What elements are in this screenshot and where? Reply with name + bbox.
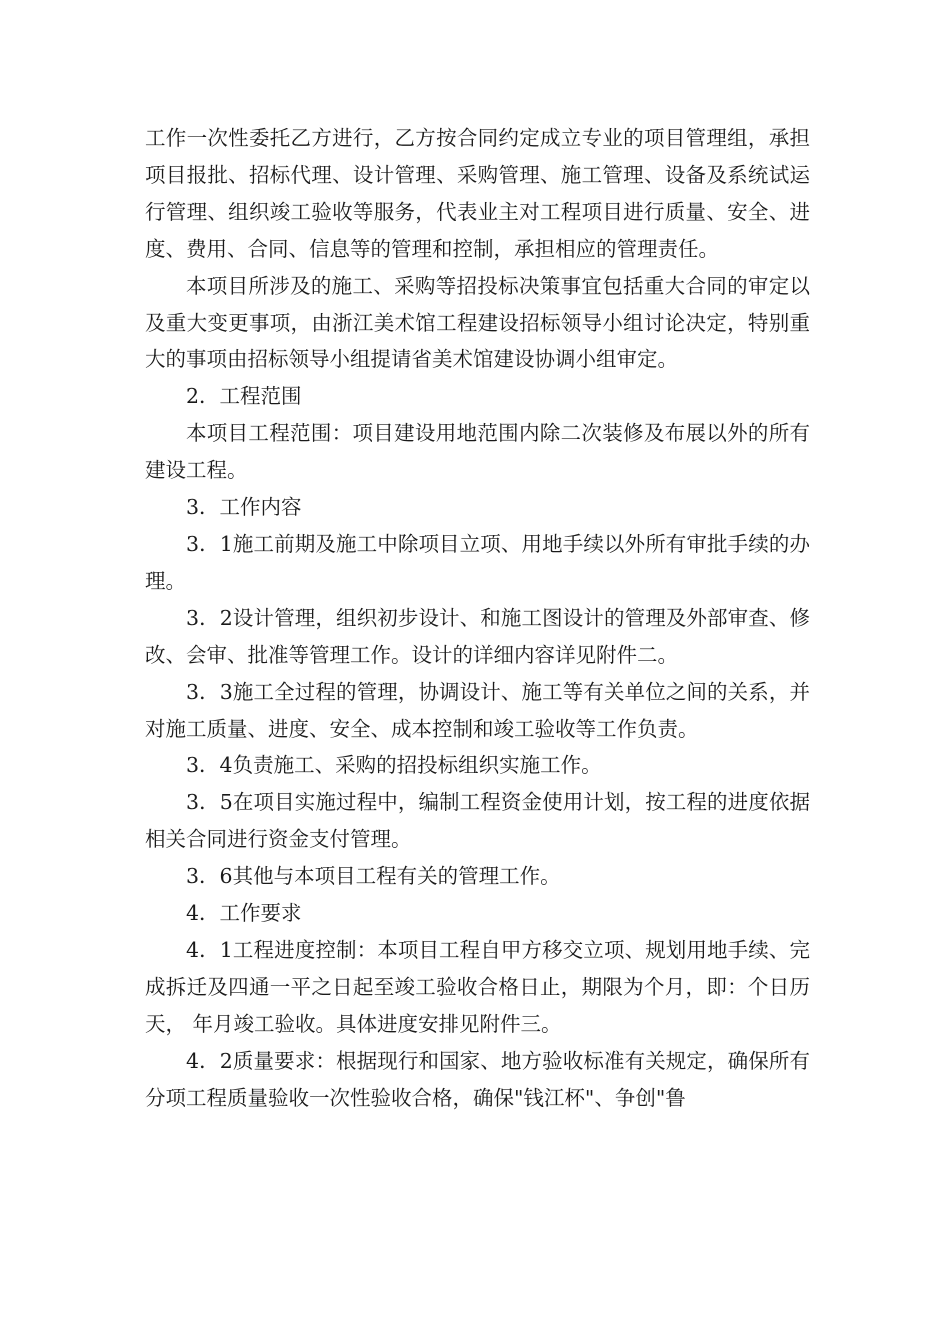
heading-work-requirements: 4．工作要求 [186, 901, 302, 926]
paragraph-item-3-3: 3．3施工全过程的管理，协调设计、施工等有关单位之间的关系，并对施工质量、进度、安全、成本控制和竣工验收等工作负责。 [145, 679, 810, 741]
paragraph-bidding-decisions: 本项目所涉及的施工、采购等招投标决策事宜包括重大合同的审定以及重大变更事项，由浙江美术馆工程建设招标领导小组讨论决定，特别重大的事项由招标领导小组提请省美术馆建设协调小组审定。 [145, 273, 810, 372]
paragraph-item-3-4: 3．4负责施工、采购的招投标组织实施工作。 [186, 753, 602, 778]
document-body [145, 120, 810, 1116]
paragraph-item-4-2: 4．2质量要求：根据现行和国家、地方验收标准有关规定，确保所有分项工程质量验收一次性验收合格，确保"钱江杯"、争创"鲁 [145, 1048, 810, 1110]
heading-work-content: 3．工作内容 [186, 495, 302, 520]
paragraph-item-3-5: 3．5在项目实施过程中，编制工程资金使用计划，按工程的进度依据相关合同进行资金支付管理。 [145, 790, 810, 852]
paragraph-scope-of-entrustment: 工作一次性委托乙方进行，乙方按合同约定成立专业的项目管理组，承担项目报批、招标代理、设计管理、采购管理、施工管理、设备及系统试运行管理、组织竣工验收等服务，代表业主对工程项目进行质量、安全、进度、费用、合同、信息等的管理和控制，承担相应的管理责任。 [145, 126, 810, 261]
paragraph-item-3-6: 3．6其他与本项目工程有关的管理工作。 [186, 864, 561, 889]
paragraph-item-3-1: 3．1施工前期及施工中除项目立项、用地手续以外所有审批手续的办理。 [145, 531, 810, 593]
paragraph-item-3-2: 3．2设计管理，组织初步设计、和施工图设计的管理及外部审查、修改、会审、批准等管理工作。设计的详细内容详见附件二。 [145, 605, 810, 667]
heading-project-scope: 2．工程范围 [186, 384, 302, 409]
paragraph-project-scope: 本项目工程范围：项目建设用地范围内除二次装修及布展以外的所有建设工程。 [145, 421, 810, 483]
paragraph-item-4-1: 4．1工程进度控制：本项目工程自甲方移交立项、规划用地手续、完成拆迁及四通一平之日起至竣工验收合格日止，期限为个月，即：个日历天， 年月竣工验收。具体进度安排见附件三。 [145, 937, 810, 1036]
